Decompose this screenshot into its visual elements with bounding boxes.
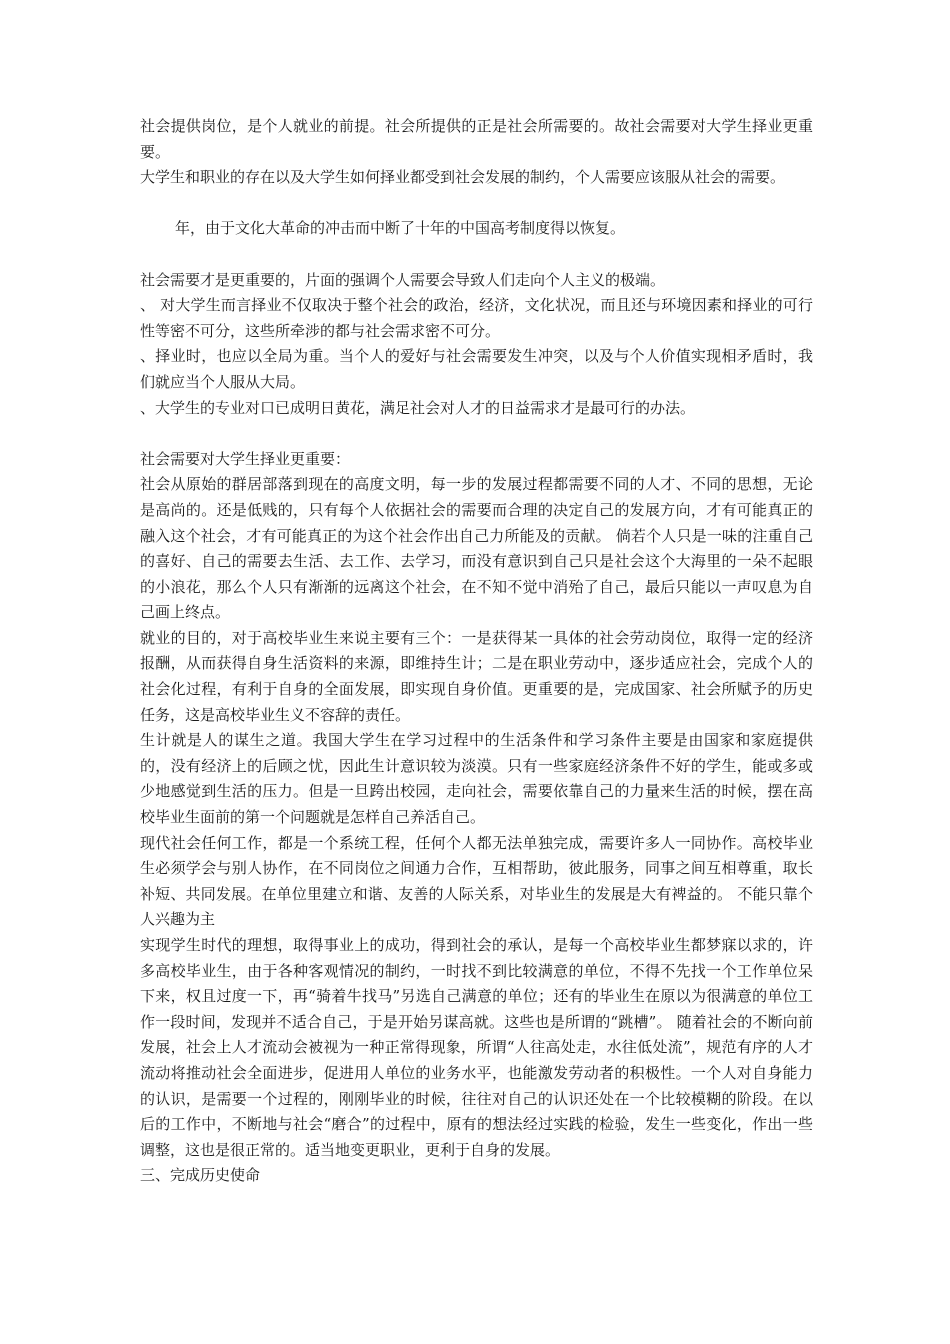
paragraph: 实现学生时代的理想，取得事业上的成功，得到社会的承认，是每一个高校毕业生都梦寐以求的，许多高校毕业生，由于各种客观情况的制约，一时找不到比较满意的单位，不得不先找一个工作单位呆下来，权且过度一下，再“骑着牛找马”另选自己满意的单位；还有的毕业生在原以为很满意的单位工作一段时间，发现并不适合自己，于是开始另谋高就。这些也是所谓的“跳槽”。 随着社会的不断向前发展，社会上人才流动会被视为一种正常得现象，所谓“人往高处走，水往低处流”，规范有序的人才流动将推动社会全面进步，促进用人单位的业务水平，也能激发劳动者的积极性。一个人对自身能力的认识，是需要一个过程的，刚刚毕业的时候，往往对自己的认识还处在一个比较模糊的阶段。在以后的工作中，不断地与社会“磨合”的过程中，原有的想法经过实践的检验，发生一些变化，作出一些调整，这也是很正常的。适当地变更职业，更利于自身的发展。: [140, 936, 813, 1159]
paragraph: 三、完成历史使命: [140, 1166, 261, 1185]
paragraph: 、大学生的专业对口已成明日黄花，满足社会对人才的日益需求才是最可行的办法。: [140, 398, 696, 417]
paragraph: 年，由于文化大革命的冲击而中断了十年的中国高考制度得以恢复。: [175, 219, 626, 238]
paragraph: 就业的目的，对于高校毕业生来说主要有三个：一是获得某一具体的社会劳动岗位，取得一定的经济报酬，从而获得自身生活资料的来源，即维持生计；二是在职业劳动中，逐步适应社会，完成个人的社会化过程，有利于自身的全面发展，即实现自身价值。更重要的是，完成国家、社会所赋予的历史任务，这是高校毕业生义不容辞的责任。: [140, 628, 813, 724]
paragraph: 现代社会任何工作，都是一个系统工程，任何个人都无法单独完成，需要许多人一同协作。高校毕业生必须学会与别人协作，在不同岗位之间通力合作，互相帮助，彼此服务，同事之间互相尊重，取长补短、共同发展。在单位里建立和谐、友善的人际关系，对毕业生的发展是大有裨益的。 不能只靠个人兴趣为主: [140, 833, 813, 929]
paragraph: 、择业时，也应以全局为重。当个人的爱好与社会需要发生冲突，以及与个人价值实现相矛盾时，我们就应当个人服从大局。: [140, 347, 813, 391]
paragraph: 社会需要才是更重要的，片面的强调个人需要会导致人们走向个人主义的极端。: [140, 270, 666, 289]
paragraph: 社会需要对大学生择业更重要：: [140, 449, 351, 468]
blank-line: [140, 242, 813, 268]
paragraph: 大学生和职业的存在以及大学生如何择业都受到社会发展的制约，个人需要应该服从社会的需要。: [140, 168, 786, 187]
blank-line: [140, 421, 813, 447]
blank-line: [140, 191, 813, 217]
paragraph: 生计就是人的谋生之道。我国大学生在学习过程中的生活条件和学习条件主要是由国家和家庭提供的，没有经济上的后顾之忧，因此生计意识较为淡漠。只有一些家庭经济条件不好的学生，能或多或少地感觉到生活的压力。但是一旦跨出校园，走向社会，需要依靠自己的力量来生活的时候，摆在高校毕业生面前的第一个问题就是怎样自己养活自己。: [140, 731, 813, 827]
paragraph: 社会从原始的群居部落到现在的高度文明，每一步的发展过程都需要不同的人才、不同的思想，无论是高尚的。还是低贱的，只有每个人依据社会的需要而合理的决定自己的发展方向，才有可能真正的融入这个社会，才有可能真正的为这个社会作出自己力所能及的贡献。 倘若个人只是一味的注重自己的喜好、自己的需要去生活、去工作、去学习，而没有意识到自己只是社会这个大海里的一朵不起眼的小浪花，那么个人只有渐渐的远离这个社会，在不知不觉中消殆了自己，最后只能以一声叹息为自己画上终点。: [140, 475, 813, 622]
paragraph: 、 对大学生而言择业不仅取决于整个社会的政治，经济，文化状况，而且还与环境因素和择业的可行性等密不可分，这些所牵涉的都与社会需求密不可分。: [140, 296, 813, 340]
document-page: [140, 114, 813, 1189]
paragraph: 社会提供岗位，是个人就业的前提。社会所提供的正是社会所需要的。故社会需要对大学生择业更重要。: [140, 117, 813, 161]
